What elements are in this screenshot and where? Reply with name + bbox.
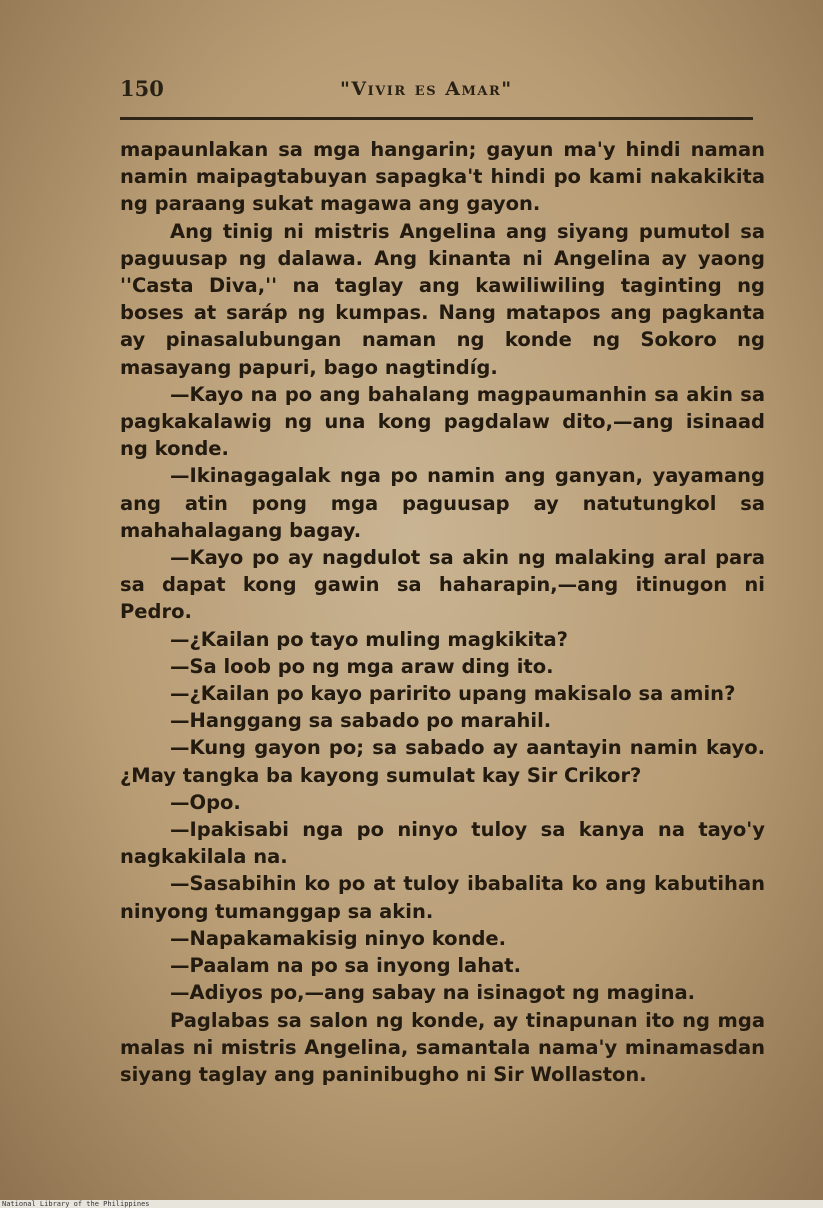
page-header [120,76,753,106]
paragraph: —Kayo po ay nagdulot sa akin ng malaking aral para sa dapat kong gawin sa haharapin,—ang itinugon ni Pedro. [120,546,765,624]
paragraph: —¿Kailan po kayo paririto upang makisalo sa amin? [170,682,736,706]
paragraph: Ang tinig ni mistris Angelina ang siyang pumutol sa paguusap ng dalawa. Ang kinanta ni Angelina ay yaong ''Casta Diva,'' na taglay ang kawiliwiling taginting ng boses at saráp ng kumpas. Nang matapos ang pagkanta ay pinasalubungan naman ng konde ng Sokoro ng masayang papuri, bago nagtindíg. [120,219,765,379]
paragraph: —Napakamakisig ninyo konde. [170,926,507,950]
paragraph: —Hanggang sa sabado po marahil. [170,709,552,733]
paragraph: —Sasabihin ko po at tuloy ibabalita ko ang kabutihan ninyong tumanggap sa akin. [120,872,765,923]
paragraph: —Ikinagagalak nga po namin ang ganyan, yayamang ang atin pong mga paguusap ay natutungkol sa mahahalagang bagay. [120,464,765,542]
paragraph: —Paalam na po sa inyong lahat. [170,954,521,978]
paragraph: —¿Kailan po tayo muling magkikita? [170,627,568,651]
paragraph: —Opo. [170,790,241,814]
page-number: 150 [120,76,164,101]
paragraph: —Kayo na po ang bahalang magpaumanhin sa akin sa pagkakalawig ng una kong pagdalaw dito,—ang isinaad ng konde. [120,382,765,461]
running-title: "Vivir es Amar" [340,78,513,100]
paragraph: —Kung gayon po; sa sabado ay aantayin namin kayo. ¿May tangka ba kayong sumulat kay Sir Crikor? [120,736,765,787]
paragraph: Paglabas sa salon ng konde, ay tinapunan ito ng mga malas ni mistris Angelina, samantala nama'y minamasdan siyang taglay ang paninibugho ni Sir Wollaston. [120,1008,765,1086]
header-rule [120,117,753,120]
paragraph: —Adiyos po,—ang sabay na isinagot ng magina. [170,981,696,1005]
paragraph: mapaunlakan sa mga hangarin; gayun ma'y hindi naman namin maipagtabuyan sapagka't hindi po kami nakakikita ng paraang sukat magawa ang gayon. [120,138,765,216]
body-text [120,136,765,1088]
paragraph: —Sa loob po ng mga araw ding ito. [170,654,554,678]
library-footer: National Library of the Philippines [2,1200,150,1208]
paragraph: —Ipakisabi nga po ninyo tuloy sa kanya na tayo'y nagkakilala na. [120,818,765,869]
